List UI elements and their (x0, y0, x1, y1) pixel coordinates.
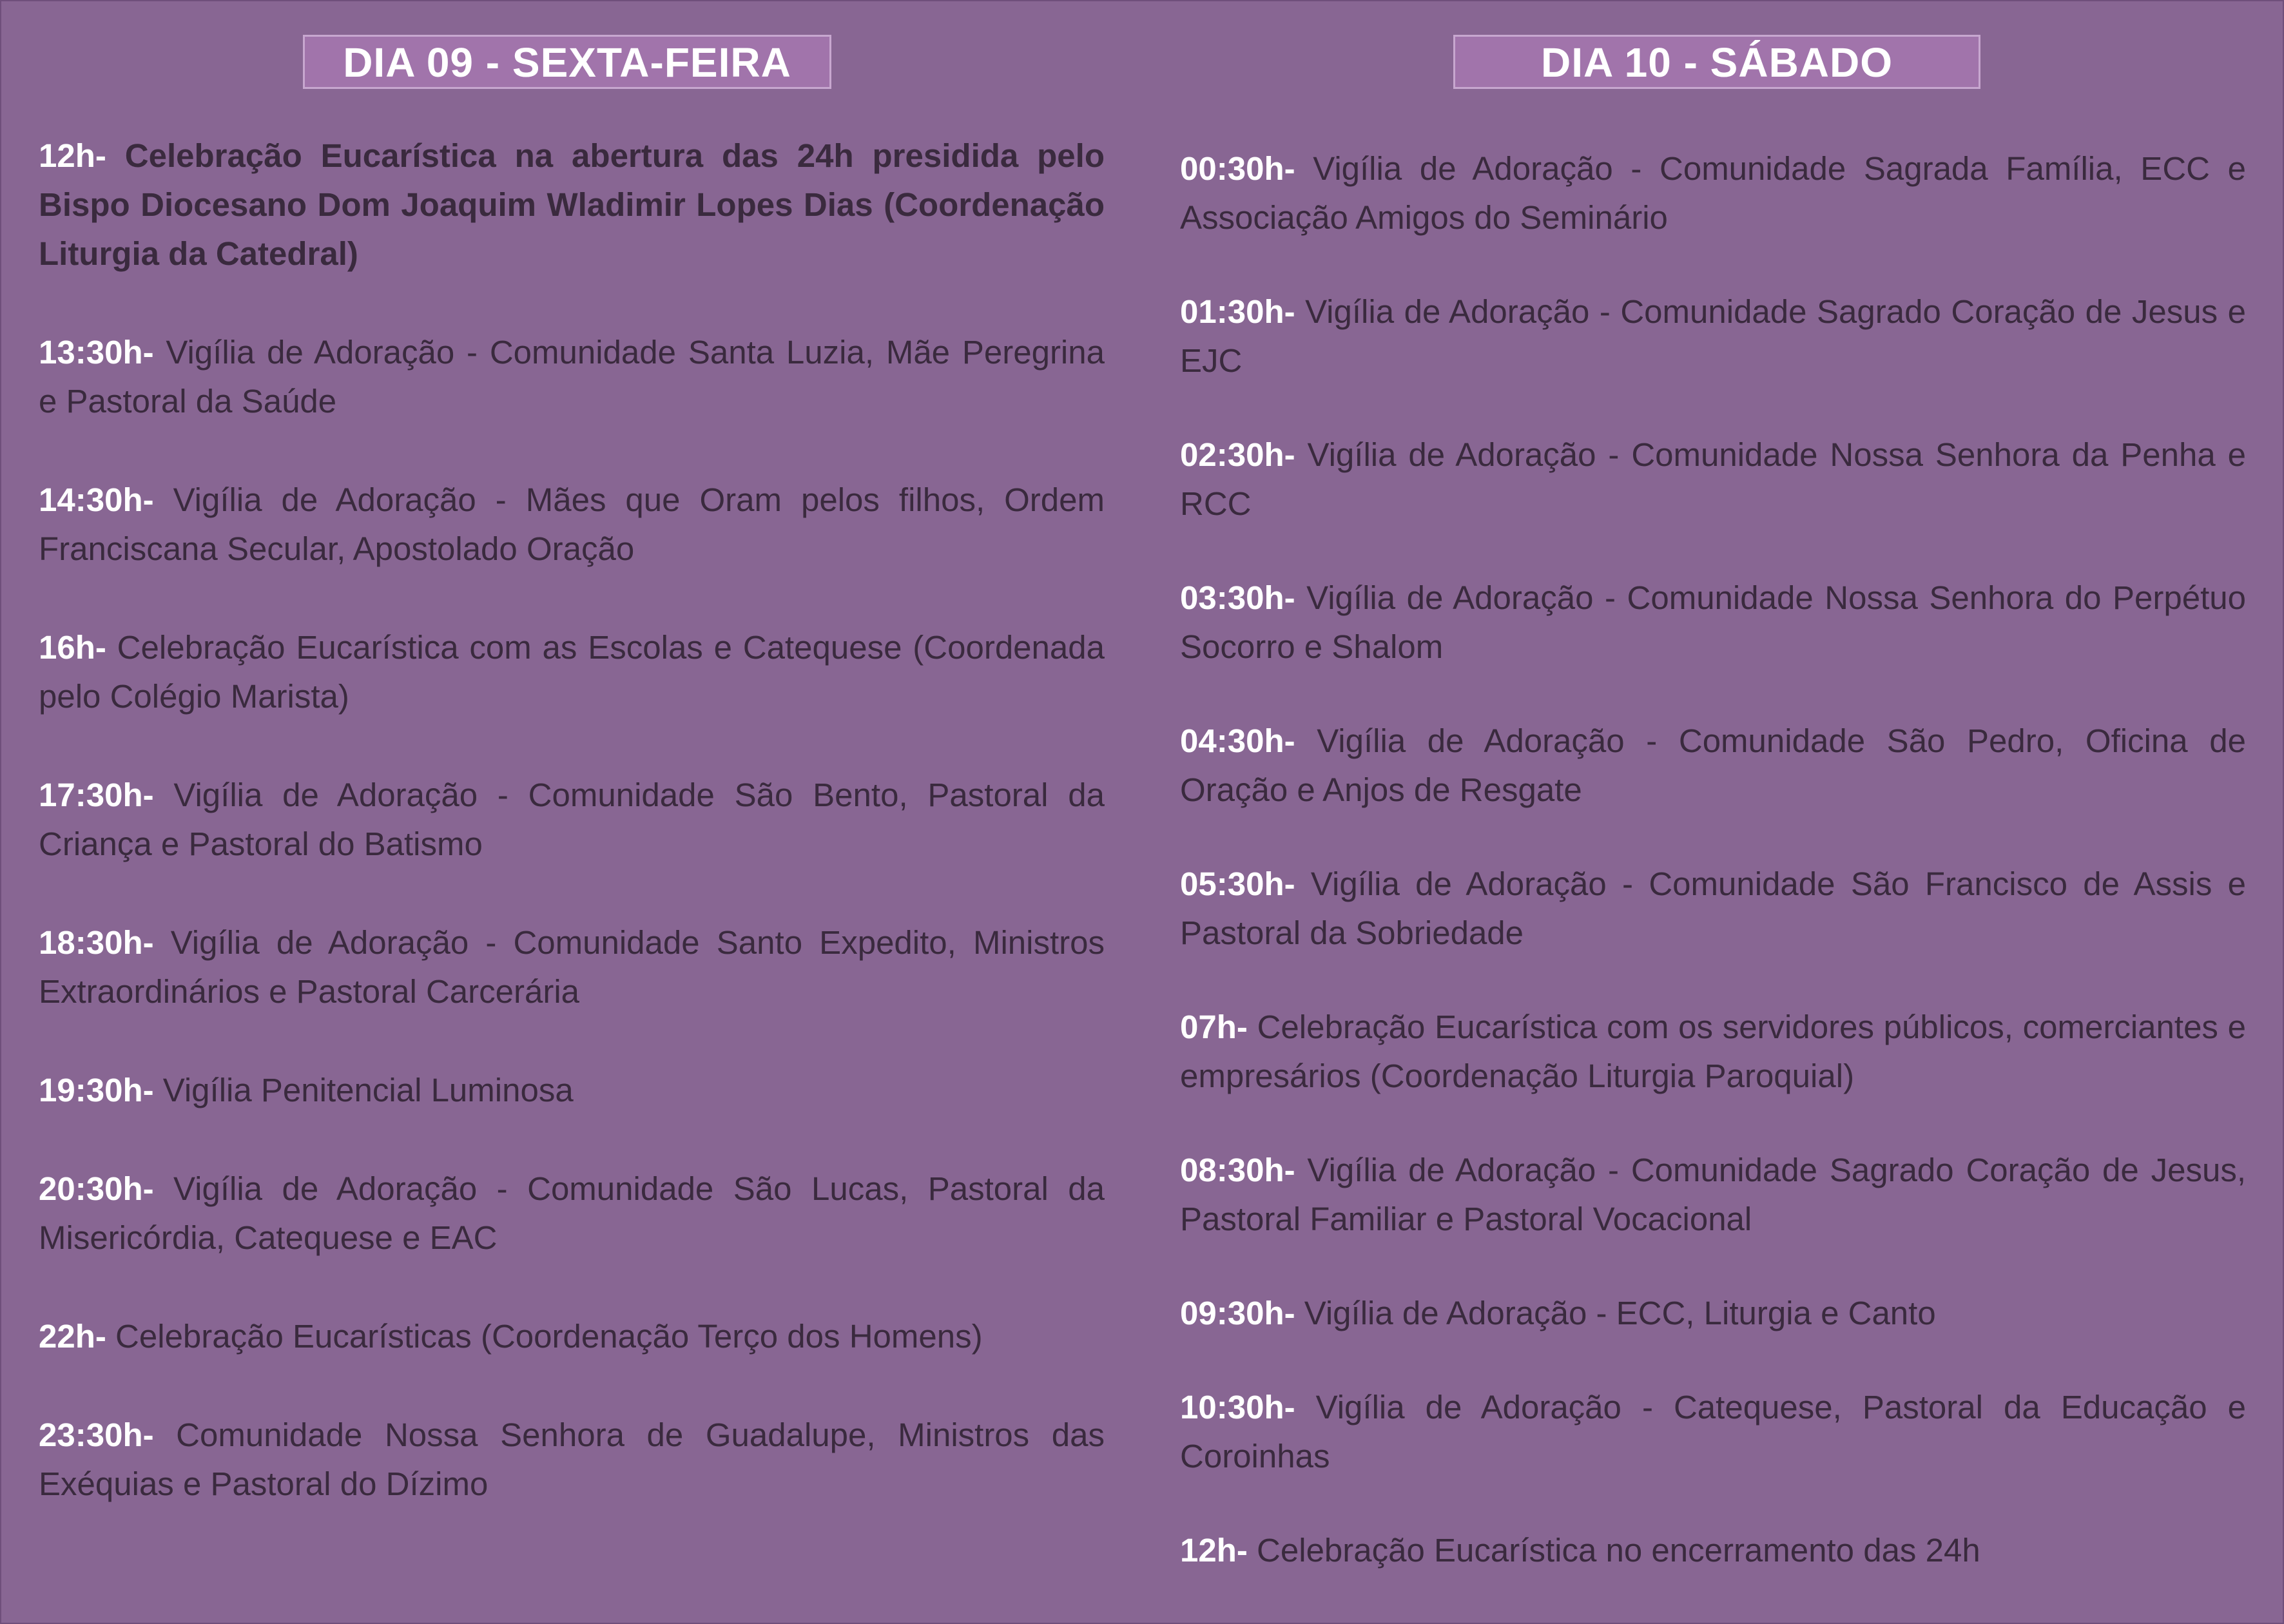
entry-description: Vigília de Adoração - Comunidade Santa Luzia, Mãe Peregrina e Pastoral da Saúde (39, 334, 1105, 420)
schedule-entry (1180, 1383, 2246, 1481)
schedule-entry (39, 1411, 1105, 1509)
entry-description: Celebração Eucarística na abertura das 24h presidida pelo Bispo Diocesano Dom Joaquim Wladimir Lopes Dias (Coordenação Liturgia da Catedral) (39, 137, 1105, 272)
schedule-entry (39, 918, 1105, 1016)
entry-time: 09:30h- (1180, 1295, 1295, 1331)
entry-description: Vigília de Adoração - Comunidade Sagrado Coração de Jesus, Pastoral Familiar e Pastoral Vocacional (1180, 1152, 2246, 1237)
schedule-entry (1180, 144, 2246, 242)
entry-description: Vigília Penitencial Luminosa (153, 1072, 574, 1108)
entry-description: Vigília de Adoração - Comunidade Sagrado Coração de Jesus e EJC (1180, 293, 2246, 379)
entry-time: 16h- (39, 629, 106, 666)
entry-description: Vigília de Adoração - Comunidade São Pedro, Oficina de Oração e Anjos de Resgate (1180, 722, 2246, 808)
schedule-entry (1180, 574, 2246, 672)
schedule-entry (1180, 1003, 2246, 1101)
entry-description: Vigília de Adoração - ECC, Liturgia e Canto (1295, 1295, 1936, 1331)
schedule-entry (1180, 430, 2246, 528)
schedule-entry (39, 623, 1105, 721)
entry-description: Vigília de Adoração - Mães que Oram pelos filhos, Ordem Franciscana Secular, Apostolado Oração (39, 481, 1105, 567)
entry-description: Vigília de Adoração - Comunidade Santo Expedito, Ministros Extraordinários e Pastoral Carcerária (39, 924, 1105, 1010)
entry-time: 12h- (1180, 1532, 1248, 1569)
entry-time: 22h- (39, 1318, 106, 1355)
saturday-day-header: DIA 10 - SÁBADO (1453, 35, 1980, 89)
schedule-entry (39, 131, 1105, 278)
entry-description: Comunidade Nossa Senhora de Guadalupe, Ministros das Exéquias e Pastoral do Dízimo (39, 1416, 1105, 1502)
schedule-entry (39, 1165, 1105, 1262)
schedule-entry (1180, 717, 2246, 815)
friday-schedule-list (39, 131, 1105, 1558)
schedule-entry (39, 476, 1105, 574)
entry-time: 18:30h- (39, 924, 154, 961)
schedule-entry (39, 771, 1105, 869)
saturday-schedule-list (1180, 144, 2246, 1620)
entry-description: Celebração Eucarística com as Escolas e Catequese (Coordenada pelo Colégio Marista) (39, 629, 1105, 715)
entry-time: 05:30h- (1180, 865, 1295, 902)
entry-time: 00:30h- (1180, 150, 1295, 187)
entry-time: 02:30h- (1180, 436, 1295, 473)
schedule-entry (1180, 1526, 2246, 1575)
schedule-entry (39, 328, 1105, 426)
entry-time: 14:30h- (39, 481, 154, 518)
entry-description: Vigília de Adoração - Comunidade São Francisco de Assis e Pastoral da Sobriedade (1180, 865, 2246, 951)
entry-description: Celebração Eucarística com os servidores públicos, comerciantes e empresários (Coordenação Liturgia Paroquial) (1180, 1009, 2246, 1094)
entry-time: 13:30h- (39, 334, 154, 371)
entry-description: Vigília de Adoração - Comunidade Sagrada Família, ECC e Associação Amigos do Seminário (1180, 150, 2246, 236)
entry-time: 20:30h- (39, 1170, 154, 1207)
entry-time: 17:30h- (39, 777, 154, 813)
entry-time: 23:30h- (39, 1416, 154, 1453)
schedule-entry (39, 1066, 1105, 1115)
schedule-entry (1180, 1289, 2246, 1338)
entry-description: Vigília de Adoração - Comunidade Nossa Senhora da Penha e RCC (1180, 436, 2246, 522)
schedule-entry (1180, 860, 2246, 958)
entry-description: Vigília de Adoração - Comunidade São Lucas, Pastoral da Misericórdia, Catequese e EAC (39, 1170, 1105, 1256)
schedule-entry (39, 1312, 1105, 1361)
entry-description: Vigília de Adoração - Comunidade Nossa Senhora do Perpétuo Socorro e Shalom (1180, 579, 2246, 665)
entry-time: 08:30h- (1180, 1152, 1295, 1188)
entry-description: Celebração Eucarística no encerramento das 24h (1247, 1532, 1980, 1569)
schedule-entry (1180, 1146, 2246, 1244)
entry-time: 04:30h- (1180, 722, 1295, 759)
entry-time: 19:30h- (39, 1072, 154, 1108)
entry-time: 03:30h- (1180, 579, 1295, 616)
schedule-entry (1180, 287, 2246, 385)
entry-time: 07h- (1180, 1009, 1248, 1045)
entry-time: 01:30h- (1180, 293, 1295, 330)
entry-description: Celebração Eucarísticas (Coordenação Terço dos Homens) (106, 1318, 983, 1355)
entry-description: Vigília de Adoração - Comunidade São Bento, Pastoral da Criança e Pastoral do Batismo (39, 777, 1105, 862)
friday-day-header: DIA 09 - SEXTA-FEIRA (303, 35, 831, 89)
entry-time: 10:30h- (1180, 1389, 1295, 1426)
entry-time: 12h- (39, 137, 106, 174)
entry-description: Vigília de Adoração - Catequese, Pastoral da Educação e Coroinhas (1180, 1389, 2246, 1474)
